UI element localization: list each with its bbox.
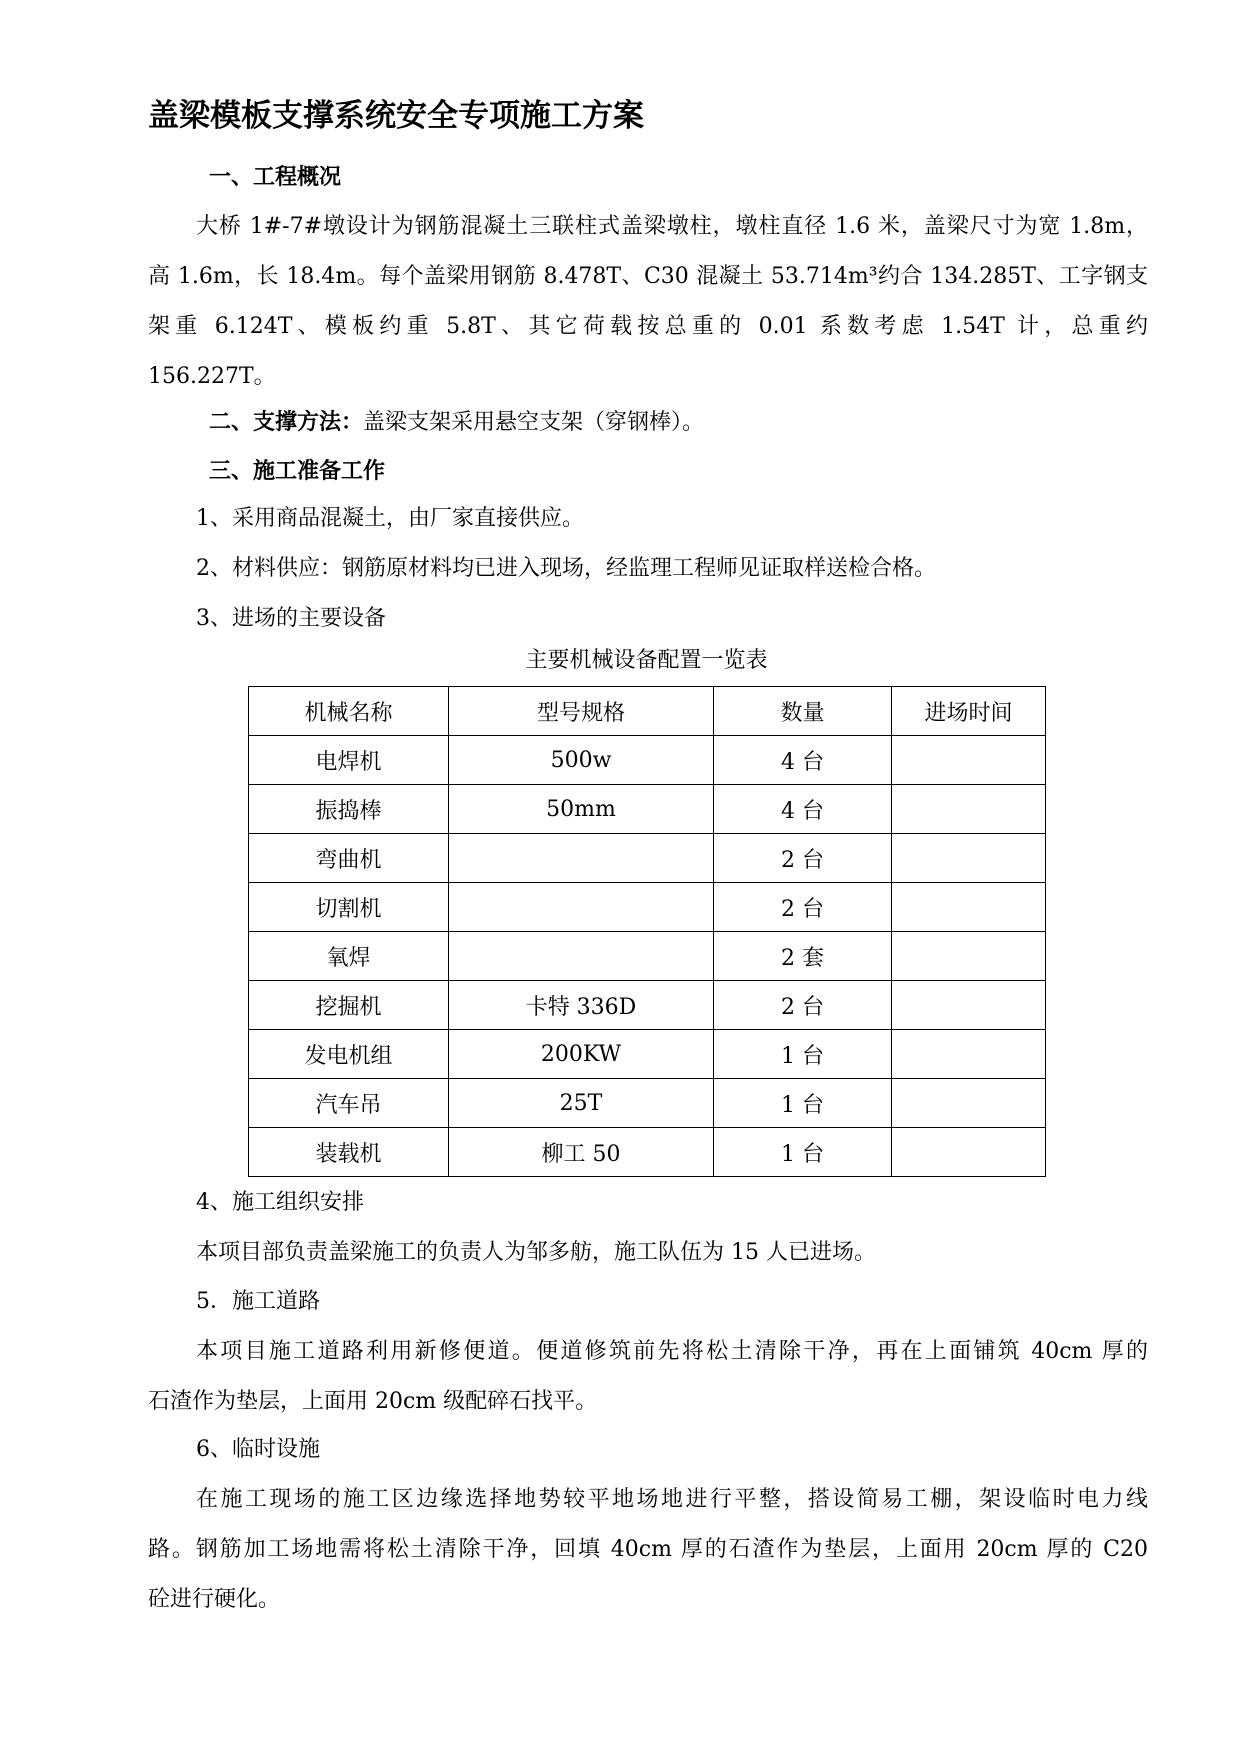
section-5-line-2: 石渣作为垫层，上面用 20cm 级配碎石找平。 bbox=[148, 1389, 598, 1414]
table-cell bbox=[892, 834, 1046, 883]
table-cell: 切割机 bbox=[249, 883, 449, 932]
table-cell: 200KW bbox=[449, 1030, 714, 1079]
section-1-body bbox=[148, 212, 1148, 392]
section-3-item-2: 2、材料供应：钢筋原材料均已进入现场，经监理工程师见证取样送检合格。 bbox=[196, 556, 936, 581]
table-row bbox=[249, 834, 1046, 883]
table-cell: 2 套 bbox=[714, 932, 892, 981]
section-4 bbox=[148, 1188, 1148, 1268]
table-header-cell: 型号规格 bbox=[449, 687, 714, 736]
table-cell: 挖掘机 bbox=[249, 981, 449, 1030]
table-caption: 主要机械设备配置一览表 bbox=[525, 648, 768, 673]
table-cell bbox=[892, 1128, 1046, 1177]
table-cell bbox=[892, 736, 1046, 785]
table-cell bbox=[892, 785, 1046, 834]
table-header-cell: 数量 bbox=[714, 687, 892, 736]
table-cell: 2 台 bbox=[714, 834, 892, 883]
section-4-body: 本项目部负责盖梁施工的负责人为邹多舫，施工队伍为 15 人已进场。 bbox=[196, 1240, 876, 1265]
section-5-heading: 5．施工道路 bbox=[196, 1289, 320, 1314]
table-cell bbox=[449, 834, 714, 883]
table-cell: 弯曲机 bbox=[249, 834, 449, 883]
table-cell: 50mm bbox=[449, 785, 714, 834]
section-5 bbox=[148, 1287, 1148, 1417]
table-cell: 25T bbox=[449, 1079, 714, 1128]
table-cell bbox=[449, 932, 714, 981]
table-cell bbox=[892, 981, 1046, 1030]
table-cell: 装载机 bbox=[249, 1128, 449, 1177]
table-row bbox=[249, 883, 1046, 932]
section-2 bbox=[209, 407, 704, 438]
table-cell: 2 台 bbox=[714, 981, 892, 1030]
table-cell: 振捣棒 bbox=[249, 785, 449, 834]
table-cell: 卡特 336D bbox=[449, 981, 714, 1030]
section-3-item-1: 1、采用商品混凝土，由厂家直接供应。 bbox=[196, 506, 584, 531]
table-cell bbox=[892, 883, 1046, 932]
table-row bbox=[249, 736, 1046, 785]
table-cell: 汽车吊 bbox=[249, 1079, 449, 1128]
table-header-cell: 机械名称 bbox=[249, 687, 449, 736]
section-6 bbox=[148, 1435, 1148, 1615]
table-row bbox=[249, 932, 1046, 981]
document-title: 盖梁模板支撑系统安全专项施工方案 bbox=[148, 98, 644, 134]
table-cell: 柳工 50 bbox=[449, 1128, 714, 1177]
table-header-row bbox=[249, 687, 1046, 736]
table-cell: 2 台 bbox=[714, 883, 892, 932]
table-cell: 1 台 bbox=[714, 1079, 892, 1128]
section-5-line-1: 本项目施工道路利用新修便道。便道修筑前先将松土清除干净，再在上面铺筑 40cm 厚的 bbox=[196, 1339, 1148, 1364]
section-4-heading: 4、施工组织安排 bbox=[196, 1190, 364, 1215]
table-cell: 500w bbox=[449, 736, 714, 785]
table-row bbox=[249, 1128, 1046, 1177]
table-cell bbox=[892, 932, 1046, 981]
equipment-table bbox=[248, 686, 1046, 1177]
table-row bbox=[249, 1030, 1046, 1079]
table-cell: 1 台 bbox=[714, 1030, 892, 1079]
table-row bbox=[249, 785, 1046, 834]
section-3-item-3: 3、进场的主要设备 bbox=[196, 606, 386, 631]
section-2-body: 盖梁支架采用悬空支架（穿钢棒）。 bbox=[363, 410, 705, 435]
table-cell: 4 台 bbox=[714, 736, 892, 785]
section-3-heading: 三、施工准备工作 bbox=[209, 458, 386, 484]
section-6-line-2: 路。钢筋加工场地需将松土清除干净，回填 40cm 厚的石渣作为垫层，上面用 20cm 厚的 C20 bbox=[148, 1537, 1148, 1562]
table-cell: 4 台 bbox=[714, 785, 892, 834]
section-3-items bbox=[148, 504, 1148, 634]
table-cell: 1 台 bbox=[714, 1128, 892, 1177]
section-1-heading: 一、工程概况 bbox=[209, 164, 342, 190]
table-cell: 电焊机 bbox=[249, 736, 449, 785]
section-6-line-1: 在施工现场的施工区边缘选择地势较平地场地进行平整，搭设简易工棚，架设临时电力线 bbox=[196, 1487, 1148, 1512]
section-1-line-2: 高 1.6m，长 18.4m。每个盖梁用钢筋 8.478T、C30 混凝土 53.714m³约合 134.285T、工字钢支 bbox=[148, 264, 1148, 289]
section-6-line-3: 砼进行硬化。 bbox=[148, 1587, 281, 1612]
table-cell: 发电机组 bbox=[249, 1030, 449, 1079]
section-1-line-3: 架重 6.124T、模板约重 5.8T、其它荷载按总重的 0.01 系数考虑 1.54T 计，总重约 bbox=[148, 314, 1148, 339]
table-header-cell: 进场时间 bbox=[892, 687, 1046, 736]
section-6-heading: 6、临时设施 bbox=[196, 1437, 320, 1462]
table-row bbox=[249, 1079, 1046, 1128]
section-2-heading: 二、支撑方法： bbox=[209, 409, 364, 435]
section-1-line-4: 156.227T。 bbox=[148, 364, 276, 389]
table-row bbox=[249, 981, 1046, 1030]
table-cell: 氧焊 bbox=[249, 932, 449, 981]
table-cell bbox=[892, 1030, 1046, 1079]
section-1-line-1: 大桥 1#-7#墩设计为钢筋混凝土三联柱式盖梁墩柱，墩柱直径 1.6 米，盖梁尺寸为宽 1.8m， bbox=[196, 214, 1148, 239]
table-cell bbox=[892, 1079, 1046, 1128]
table-cell bbox=[449, 883, 714, 932]
